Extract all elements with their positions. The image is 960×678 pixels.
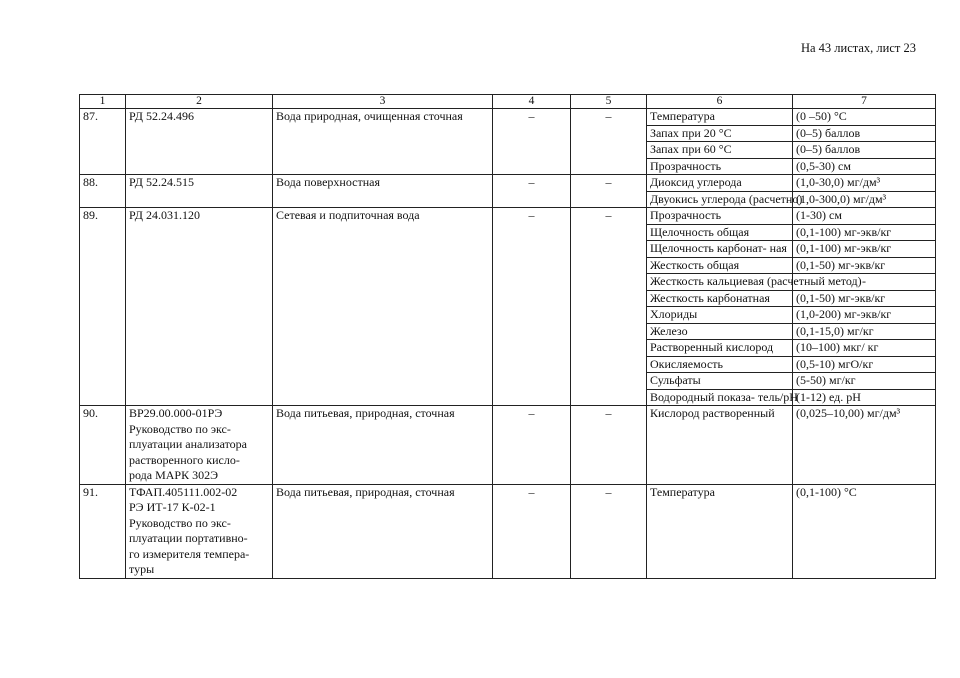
test-object: Вода природная, очищенная сточная (273, 109, 493, 175)
column-number: 3 (273, 95, 493, 109)
row-number: 91. (80, 484, 126, 578)
table-row (80, 406, 936, 485)
row-number: 88. (80, 175, 126, 208)
method-document: РД 52.24.496 (126, 109, 273, 175)
measurement-range: (0–5) баллов (793, 142, 936, 159)
measurement-range: (0–5) баллов (793, 125, 936, 142)
measurement-range: (1,0-300,0) мг/дм³ (793, 191, 936, 208)
column-number-row (80, 95, 936, 109)
column-4-value: – (493, 175, 571, 208)
column-number: 7 (793, 95, 936, 109)
parameter-name: Растворенный кислород (647, 340, 793, 357)
measurement-range: (0,1-100) мг-экв/кг (793, 241, 936, 258)
measurement-range: (0,1-100) мг-экв/кг (793, 224, 936, 241)
column-number: 5 (571, 95, 647, 109)
table-row (80, 208, 936, 225)
measurement-range: - (793, 274, 936, 291)
column-5-value: – (571, 484, 647, 578)
column-4-value: – (493, 208, 571, 406)
test-object: Вода питьевая, природная, сточная (273, 484, 493, 578)
measurement-range: (0,1-15,0) мг/кг (793, 323, 936, 340)
parameter-name: Температура (647, 484, 793, 578)
parameter-name: Хлориды (647, 307, 793, 324)
method-document: ТФАП.405111.002-02 РЭ ИТ-17 К-02-1 Руководство по экс- плуатации портативно- го измерителя темпера- туры (126, 484, 273, 578)
parameter-name: Жесткость общая (647, 257, 793, 274)
test-object: Сетевая и подпиточная вода (273, 208, 493, 406)
measurement-range: (0,1-50) мг-экв/кг (793, 257, 936, 274)
parameter-name: Двуокись углерода (расчетно) (647, 191, 793, 208)
method-document: РД 52.24.515 (126, 175, 273, 208)
measurement-range: (1-30) см (793, 208, 936, 225)
table-row (80, 484, 936, 578)
table-row (80, 175, 936, 192)
column-number: 4 (493, 95, 571, 109)
method-document: ВР29.00.000-01РЭ Руководство по экс- плуатации анализатора растворенного кисло- рода МАРК 302Э (126, 406, 273, 485)
column-5-value: – (571, 406, 647, 485)
parameter-name: Сульфаты (647, 373, 793, 390)
parameter-name: Щелочность карбонат- ная (647, 241, 793, 258)
measurement-range: (0 –50) °С (793, 109, 936, 126)
row-number: 87. (80, 109, 126, 175)
measurement-range: (5-50) мг/кг (793, 373, 936, 390)
row-number: 90. (80, 406, 126, 485)
measurement-range: (0,5-30) см (793, 158, 936, 175)
row-number: 89. (80, 208, 126, 406)
parameter-name: Жесткость кальциевая (расчетный метод) (647, 274, 793, 291)
measurement-range: (1,0-200) мг-экв/кг (793, 307, 936, 324)
column-number: 1 (80, 95, 126, 109)
test-object: Вода поверхностная (273, 175, 493, 208)
measurement-range: (10–100) мкг/ кг (793, 340, 936, 357)
parameter-name: Окисляемость (647, 356, 793, 373)
parameter-name: Прозрачность (647, 158, 793, 175)
column-5-value: – (571, 208, 647, 406)
column-5-value: – (571, 109, 647, 175)
measurement-range: (0,025–10,00) мг/дм³ (793, 406, 936, 485)
parameter-name: Железо (647, 323, 793, 340)
test-object: Вода питьевая, природная, сточная (273, 406, 493, 485)
parameter-name: Диоксид углерода (647, 175, 793, 192)
page-header: На 43 листах, лист 23 (800, 41, 916, 55)
table-row (80, 109, 936, 126)
parameter-name: Водородный показа- тель/pH (647, 389, 793, 406)
parameter-name: Жесткость карбонатная (647, 290, 793, 307)
parameter-name: Прозрачность (647, 208, 793, 225)
method-document: РД 24.031.120 (126, 208, 273, 406)
measurement-range: (1,0-30,0) мг/дм³ (793, 175, 936, 192)
column-4-value: – (493, 484, 571, 578)
measurement-range: (0,1-100) °С (793, 484, 936, 578)
column-4-value: – (493, 109, 571, 175)
column-number: 2 (126, 95, 273, 109)
column-4-value: – (493, 406, 571, 485)
parameter-name: Щелочность общая (647, 224, 793, 241)
measurement-range: (0,5-10) мгО/кг (793, 356, 936, 373)
parameter-name: Запах при 60 °С (647, 142, 793, 159)
parameter-name: Кислород растворенный (647, 406, 793, 485)
measurement-range: (1-12) ед. pH (793, 389, 936, 406)
column-5-value: – (571, 175, 647, 208)
parameter-name: Запах при 20 °С (647, 125, 793, 142)
parameter-name: Температура (647, 109, 793, 126)
measurement-range: (0,1-50) мг-экв/кг (793, 290, 936, 307)
column-number: 6 (647, 95, 793, 109)
measurement-methods-table (79, 94, 936, 579)
